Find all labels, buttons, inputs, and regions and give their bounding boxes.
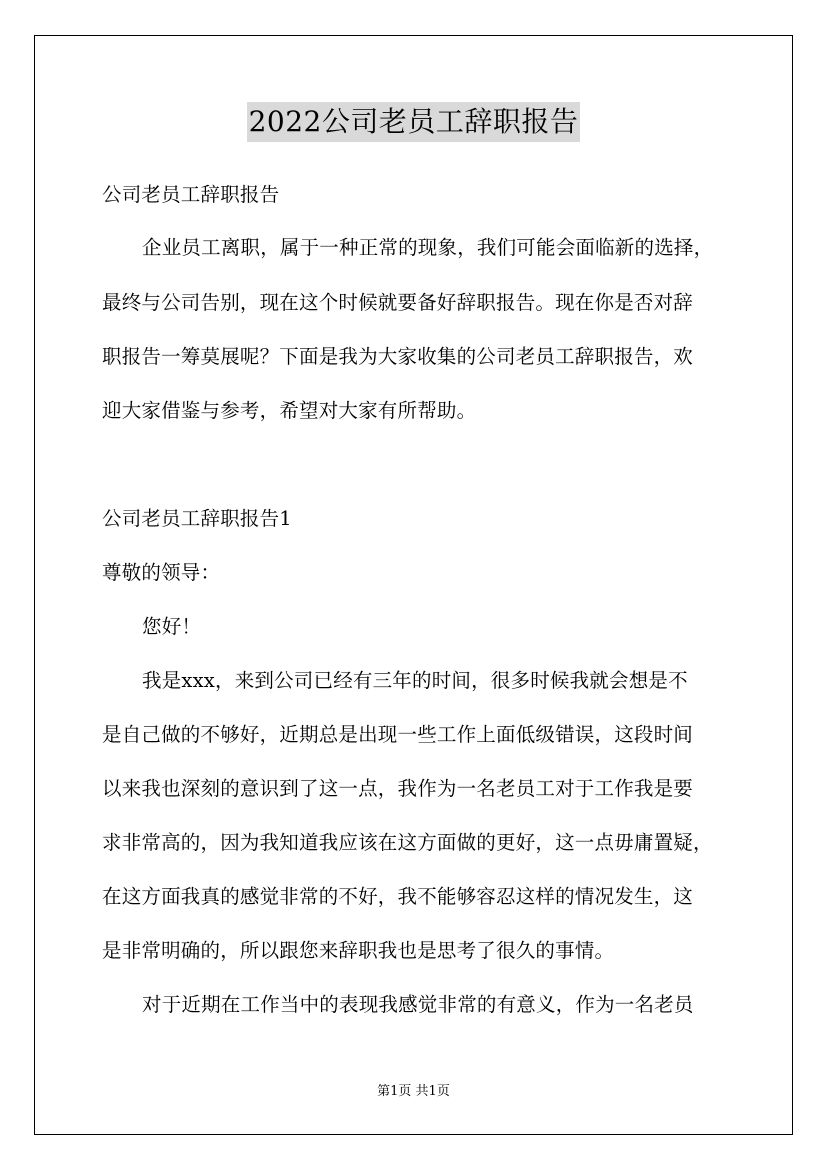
intro-line: 职报告一筹莫展呢？下面是我为大家收集的公司老员工辞职报告，欢 [102, 345, 694, 368]
intro-line: 迎大家借鉴与参考，希望对大家有所帮助。 [102, 399, 477, 422]
section-heading: 公司老员工辞职报告1 [102, 507, 292, 530]
document-subtitle: 公司老员工辞职报告 [102, 183, 280, 206]
page-number-footer: 第1页 共1页 [377, 1084, 450, 1099]
intro-line: 企业员工离职，属于一种正常的现象，我们可能会面临新的选择， [142, 236, 714, 259]
salutation: 尊敬的领导： [102, 561, 221, 584]
body-line: 在这方面我真的感觉非常的不好，我不能够容忍这样的情况发生，这 [102, 885, 694, 908]
title-container [0, 102, 827, 142]
body-line: 对于近期在工作当中的表现我感觉非常的有意义，作为一名老员 [142, 993, 694, 1016]
body-line: 是非常明确的，所以跟您来辞职我也是思考了很久的事情。 [102, 939, 615, 962]
intro-line: 最终与公司告别，现在这个时候就要备好辞职报告。现在你是否对辞 [102, 291, 694, 314]
body-line: 求非常高的，因为我知道我应该在这方面做的更好，这一点毋庸置疑， [102, 831, 713, 854]
body-line: 以来我也深刻的意识到了这一点，我作为一名老员工对于工作我是要 [102, 777, 694, 800]
body-line: 我是xxx，来到公司已经有三年的时间，很多时候我就会想是不 [142, 669, 688, 692]
document-title: 2022公司老员工辞职报告 [247, 102, 581, 142]
body-line: 是自己做的不够好，近期总是出现一些工作上面低级错误，这段时间 [102, 723, 694, 746]
greeting: 您好！ [142, 615, 202, 638]
